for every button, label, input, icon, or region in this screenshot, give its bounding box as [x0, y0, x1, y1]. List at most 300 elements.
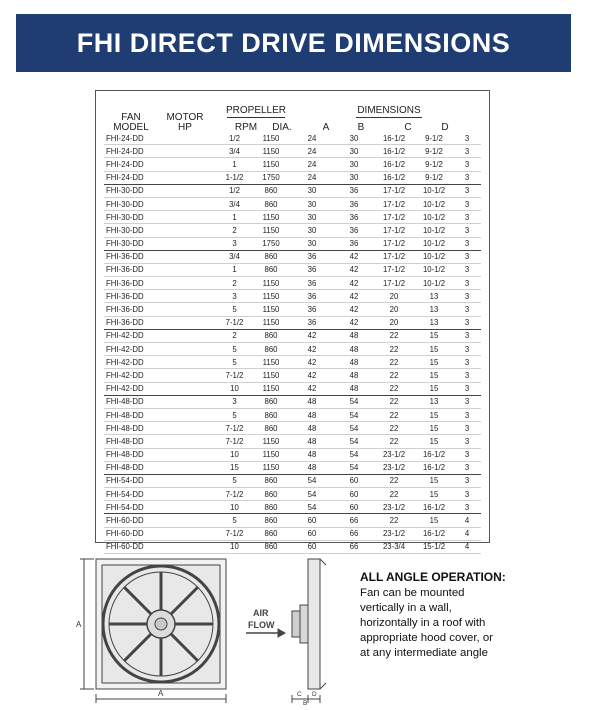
- header-b: B: [357, 122, 365, 133]
- dim-label-c: C: [297, 691, 302, 698]
- cell-c: 10-1/2: [415, 277, 453, 290]
- cell-model: FHI-30-DD: [104, 184, 158, 197]
- cell-spacer: [158, 158, 216, 171]
- table-row: [104, 184, 481, 197]
- cell-rpm: 1150: [253, 461, 289, 474]
- cell-dia: 30: [289, 197, 335, 210]
- cell-b: 22: [373, 356, 415, 369]
- cell-dia: 30: [289, 184, 335, 197]
- table-row: [104, 277, 481, 290]
- cell-dia: 30: [289, 224, 335, 237]
- cell-a: 48: [335, 329, 373, 342]
- cell-d: 3: [453, 501, 481, 514]
- cell-spacer: [158, 145, 216, 158]
- table-row: [104, 369, 481, 382]
- cell-hp: 10: [216, 540, 253, 553]
- dim-label-a-left: A: [76, 620, 82, 629]
- cell-d: 3: [453, 343, 481, 356]
- cell-dia: 48: [289, 408, 335, 421]
- cell-dia: 24: [289, 145, 335, 158]
- cell-d: 3: [453, 461, 481, 474]
- cell-a: 60: [335, 501, 373, 514]
- cell-c: 9-1/2: [415, 145, 453, 158]
- cell-d: 3: [453, 263, 481, 276]
- cell-hp: 3: [216, 395, 253, 408]
- cell-c: 15-1/2: [415, 540, 453, 553]
- cell-c: 9-1/2: [415, 132, 453, 145]
- cell-spacer: [158, 514, 216, 527]
- cell-b: 20: [373, 290, 415, 303]
- cell-rpm: 860: [253, 408, 289, 421]
- cell-b: 22: [373, 408, 415, 421]
- cell-dia: 36: [289, 316, 335, 329]
- cell-model: FHI-42-DD: [104, 329, 158, 342]
- cell-c: 10-1/2: [415, 224, 453, 237]
- cell-b: 22: [373, 329, 415, 342]
- cell-a: 42: [335, 316, 373, 329]
- cell-a: 42: [335, 250, 373, 263]
- cell-b: 23-3/4: [373, 540, 415, 553]
- table-row: [104, 474, 481, 487]
- cell-rpm: 1150: [253, 224, 289, 237]
- table-row: [104, 382, 481, 395]
- header-hp: HP: [178, 122, 192, 133]
- cell-spacer: [158, 395, 216, 408]
- cell-a: 30: [335, 158, 373, 171]
- dim-label-a-bottom: A: [158, 689, 164, 698]
- cell-a: 42: [335, 263, 373, 276]
- cell-a: 54: [335, 422, 373, 435]
- cell-b: 16-1/2: [373, 158, 415, 171]
- cell-hp: 10: [216, 382, 253, 395]
- cell-a: 36: [335, 211, 373, 224]
- cell-d: 3: [453, 132, 481, 145]
- cell-d: 3: [453, 408, 481, 421]
- header-propeller: PROPELLER: [225, 105, 287, 116]
- table-row: [104, 224, 481, 237]
- cell-b: 22: [373, 382, 415, 395]
- cell-b: 23-1/2: [373, 527, 415, 540]
- cell-a: 66: [335, 540, 373, 553]
- cell-rpm: 860: [253, 527, 289, 540]
- cell-a: 54: [335, 461, 373, 474]
- cell-rpm: 1750: [253, 171, 289, 184]
- table-row: [104, 514, 481, 527]
- cell-spacer: [158, 382, 216, 395]
- cell-dia: 42: [289, 382, 335, 395]
- header-c: C: [404, 122, 412, 133]
- table-row: [104, 527, 481, 540]
- cell-hp: 3/4: [216, 197, 253, 210]
- cell-hp: 10: [216, 448, 253, 461]
- cell-model: FHI-36-DD: [104, 316, 158, 329]
- cell-dia: 30: [289, 237, 335, 250]
- cell-c: 9-1/2: [415, 171, 453, 184]
- cell-dia: 42: [289, 343, 335, 356]
- cell-spacer: [158, 461, 216, 474]
- cell-dia: 36: [289, 263, 335, 276]
- cell-a: 54: [335, 435, 373, 448]
- cell-rpm: 860: [253, 501, 289, 514]
- cell-model: FHI-48-DD: [104, 461, 158, 474]
- cell-d: 3: [453, 303, 481, 316]
- cell-d: 3: [453, 158, 481, 171]
- cell-dia: 24: [289, 171, 335, 184]
- cell-c: 13: [415, 395, 453, 408]
- cell-hp: 5: [216, 343, 253, 356]
- cell-c: 15: [415, 329, 453, 342]
- cell-b: 17-1/2: [373, 263, 415, 276]
- cell-c: 15: [415, 474, 453, 487]
- cell-d: 3: [453, 171, 481, 184]
- cell-hp: 3: [216, 290, 253, 303]
- cell-rpm: 860: [253, 197, 289, 210]
- cell-d: 3: [453, 488, 481, 501]
- cell-hp: 5: [216, 303, 253, 316]
- table-row: [104, 145, 481, 158]
- cell-spacer: [158, 303, 216, 316]
- cell-spacer: [158, 211, 216, 224]
- cell-dia: 54: [289, 488, 335, 501]
- info-title: ALL ANGLE OPERATION:: [360, 570, 506, 584]
- cell-model: FHI-24-DD: [104, 158, 158, 171]
- cell-hp: 5: [216, 514, 253, 527]
- cell-a: 36: [335, 237, 373, 250]
- cell-dia: 48: [289, 461, 335, 474]
- cell-dia: 60: [289, 527, 335, 540]
- cell-spacer: [158, 197, 216, 210]
- cell-rpm: 1150: [253, 448, 289, 461]
- table-row: [104, 356, 481, 369]
- cell-model: FHI-36-DD: [104, 290, 158, 303]
- cell-a: 54: [335, 448, 373, 461]
- cell-spacer: [158, 290, 216, 303]
- cell-hp: 2: [216, 224, 253, 237]
- cell-rpm: 1150: [253, 382, 289, 395]
- table-row: [104, 329, 481, 342]
- cell-spacer: [158, 448, 216, 461]
- header-fan: FAN: [121, 112, 141, 123]
- cell-d: 3: [453, 395, 481, 408]
- cell-d: 3: [453, 435, 481, 448]
- table-row: [104, 158, 481, 171]
- cell-b: 17-1/2: [373, 277, 415, 290]
- header-model: MODEL: [113, 122, 149, 133]
- cell-model: FHI-48-DD: [104, 448, 158, 461]
- cell-d: 4: [453, 527, 481, 540]
- cell-b: 17-1/2: [373, 197, 415, 210]
- cell-a: 30: [335, 171, 373, 184]
- cell-a: 66: [335, 527, 373, 540]
- title-banner: [16, 14, 571, 72]
- cell-model: FHI-24-DD: [104, 171, 158, 184]
- cell-rpm: 1150: [253, 369, 289, 382]
- cell-hp: 3/4: [216, 250, 253, 263]
- cell-d: 3: [453, 290, 481, 303]
- cell-c: 16-1/2: [415, 527, 453, 540]
- cell-c: 16-1/2: [415, 448, 453, 461]
- table-row: [104, 290, 481, 303]
- header-dimensions: DIMENSIONS: [357, 105, 421, 116]
- cell-d: 3: [453, 184, 481, 197]
- info-line: at any intermediate angle: [360, 647, 488, 659]
- cell-hp: 7-1/2: [216, 369, 253, 382]
- air-flow-label-line1: AIR: [253, 608, 269, 618]
- cell-b: 22: [373, 474, 415, 487]
- cell-model: FHI-54-DD: [104, 474, 158, 487]
- cell-dia: 54: [289, 474, 335, 487]
- cell-a: 60: [335, 488, 373, 501]
- cell-model: FHI-30-DD: [104, 237, 158, 250]
- cell-rpm: 860: [253, 250, 289, 263]
- cell-rpm: 1150: [253, 132, 289, 145]
- info-line: vertically in a wall,: [360, 602, 452, 614]
- cell-spacer: [158, 343, 216, 356]
- cell-model: FHI-30-DD: [104, 211, 158, 224]
- cell-rpm: 860: [253, 422, 289, 435]
- cell-model: FHI-42-DD: [104, 382, 158, 395]
- cell-rpm: 860: [253, 184, 289, 197]
- air-flow-arrow: [246, 629, 285, 637]
- cell-rpm: 860: [253, 540, 289, 553]
- cell-spacer: [158, 422, 216, 435]
- cell-hp: 10: [216, 501, 253, 514]
- cell-spacer: [158, 488, 216, 501]
- cell-b: 20: [373, 303, 415, 316]
- cell-rpm: 860: [253, 474, 289, 487]
- cell-a: 42: [335, 303, 373, 316]
- cell-b: 22: [373, 488, 415, 501]
- cell-c: 10-1/2: [415, 197, 453, 210]
- cell-rpm: 1150: [253, 356, 289, 369]
- table-row: [104, 211, 481, 224]
- dimensions-group-line: [356, 117, 422, 118]
- fan-dimension-diagram: [70, 545, 355, 710]
- cell-c: 15: [415, 343, 453, 356]
- cell-c: 9-1/2: [415, 158, 453, 171]
- cell-model: FHI-42-DD: [104, 343, 158, 356]
- cell-rpm: 860: [253, 343, 289, 356]
- table-row: [104, 395, 481, 408]
- cell-spacer: [158, 527, 216, 540]
- header-rpm: RPM: [234, 122, 258, 133]
- cell-d: 3: [453, 211, 481, 224]
- cell-d: 3: [453, 224, 481, 237]
- cell-a: 36: [335, 197, 373, 210]
- cell-dia: 36: [289, 303, 335, 316]
- cell-b: 23-1/2: [373, 461, 415, 474]
- table-row: [104, 303, 481, 316]
- cell-d: 3: [453, 369, 481, 382]
- info-line: horizontally in a roof with: [360, 617, 486, 629]
- dim-label-b: B: [303, 700, 308, 705]
- cell-c: 10-1/2: [415, 250, 453, 263]
- cell-b: 17-1/2: [373, 237, 415, 250]
- cell-c: 15: [415, 408, 453, 421]
- cell-d: 3: [453, 422, 481, 435]
- dim-label-d: D: [312, 691, 317, 698]
- cell-model: FHI-48-DD: [104, 395, 158, 408]
- cell-hp: 7-1/2: [216, 488, 253, 501]
- info-line: Fan can be mounted: [360, 587, 465, 599]
- cell-rpm: 1150: [253, 158, 289, 171]
- cell-d: 3: [453, 145, 481, 158]
- cell-dia: 36: [289, 250, 335, 263]
- cell-b: 16-1/2: [373, 171, 415, 184]
- cell-model: FHI-36-DD: [104, 263, 158, 276]
- cell-hp: 1/2: [216, 132, 253, 145]
- cell-dia: 24: [289, 132, 335, 145]
- cell-dia: 42: [289, 356, 335, 369]
- cell-c: 15: [415, 422, 453, 435]
- cell-rpm: 860: [253, 488, 289, 501]
- cell-hp: 7-1/2: [216, 422, 253, 435]
- table-row: [104, 435, 481, 448]
- cell-c: 10-1/2: [415, 237, 453, 250]
- cell-d: 3: [453, 474, 481, 487]
- cell-dia: 48: [289, 422, 335, 435]
- cell-hp: 15: [216, 461, 253, 474]
- cell-hp: 5: [216, 356, 253, 369]
- cell-a: 60: [335, 474, 373, 487]
- cell-d: 3: [453, 277, 481, 290]
- cell-spacer: [158, 408, 216, 421]
- side-view: [292, 559, 326, 703]
- cell-c: 10-1/2: [415, 184, 453, 197]
- cell-rpm: 860: [253, 329, 289, 342]
- cell-dia: 60: [289, 514, 335, 527]
- cell-hp: 2: [216, 329, 253, 342]
- cell-spacer: [158, 263, 216, 276]
- cell-spacer: [158, 132, 216, 145]
- cell-dia: 36: [289, 290, 335, 303]
- cell-rpm: 1150: [253, 277, 289, 290]
- cell-c: 13: [415, 290, 453, 303]
- cell-hp: 7-1/2: [216, 316, 253, 329]
- cell-rpm: 1150: [253, 435, 289, 448]
- cell-model: FHI-24-DD: [104, 132, 158, 145]
- front-view: [80, 559, 226, 703]
- all-angle-info: [360, 570, 590, 661]
- cell-c: 15: [415, 369, 453, 382]
- cell-b: 16-1/2: [373, 132, 415, 145]
- cell-spacer: [158, 237, 216, 250]
- cell-rpm: 1150: [253, 211, 289, 224]
- table-row: [104, 250, 481, 263]
- cell-c: 15: [415, 488, 453, 501]
- cell-dia: 24: [289, 158, 335, 171]
- cell-b: 22: [373, 422, 415, 435]
- cell-a: 48: [335, 356, 373, 369]
- cell-a: 48: [335, 382, 373, 395]
- table-row: [104, 422, 481, 435]
- header-a: A: [322, 122, 330, 133]
- cell-c: 16-1/2: [415, 461, 453, 474]
- cell-hp: 1: [216, 211, 253, 224]
- cell-rpm: 1150: [253, 145, 289, 158]
- cell-dia: 42: [289, 329, 335, 342]
- cell-spacer: [158, 435, 216, 448]
- cell-dia: 42: [289, 369, 335, 382]
- cell-d: 4: [453, 540, 481, 553]
- cell-d: 3: [453, 356, 481, 369]
- cell-model: FHI-60-DD: [104, 514, 158, 527]
- cell-b: 22: [373, 435, 415, 448]
- cell-b: 17-1/2: [373, 184, 415, 197]
- cell-spacer: [158, 224, 216, 237]
- cell-model: FHI-42-DD: [104, 356, 158, 369]
- cell-spacer: [158, 369, 216, 382]
- table-row: [104, 488, 481, 501]
- cell-d: 3: [453, 237, 481, 250]
- cell-d: 3: [453, 250, 481, 263]
- cell-dia: 54: [289, 501, 335, 514]
- propeller-group-line: [227, 117, 285, 118]
- cell-a: 54: [335, 408, 373, 421]
- cell-b: 22: [373, 343, 415, 356]
- cell-a: 42: [335, 277, 373, 290]
- cell-hp: 1: [216, 158, 253, 171]
- cell-rpm: 1750: [253, 237, 289, 250]
- cell-dia: 36: [289, 277, 335, 290]
- cell-c: 13: [415, 303, 453, 316]
- table-row: [104, 132, 481, 145]
- cell-c: 10-1/2: [415, 211, 453, 224]
- table-row: [104, 408, 481, 421]
- dimensions-table: [104, 132, 481, 554]
- cell-a: 36: [335, 184, 373, 197]
- air-flow-label-line2: FLOW: [248, 620, 275, 630]
- cell-b: 23-1/2: [373, 501, 415, 514]
- info-body: [360, 586, 590, 661]
- cell-a: 54: [335, 395, 373, 408]
- cell-a: 48: [335, 369, 373, 382]
- cell-model: FHI-48-DD: [104, 408, 158, 421]
- table-row: [104, 197, 481, 210]
- cell-c: 15: [415, 382, 453, 395]
- cell-spacer: [158, 501, 216, 514]
- cell-b: 20: [373, 316, 415, 329]
- cell-model: FHI-48-DD: [104, 422, 158, 435]
- cell-rpm: 860: [253, 395, 289, 408]
- table-row: [104, 263, 481, 276]
- fan-drawing: [70, 545, 355, 705]
- cell-model: FHI-48-DD: [104, 435, 158, 448]
- cell-b: 22: [373, 395, 415, 408]
- cell-d: 3: [453, 448, 481, 461]
- cell-model: FHI-36-DD: [104, 277, 158, 290]
- page-title: FHI DIRECT DRIVE DIMENSIONS: [76, 27, 511, 58]
- cell-c: 15: [415, 435, 453, 448]
- cell-spacer: [158, 329, 216, 342]
- cell-model: FHI-54-DD: [104, 501, 158, 514]
- cell-dia: 48: [289, 395, 335, 408]
- cell-b: 23-1/2: [373, 448, 415, 461]
- cell-hp: 3: [216, 237, 253, 250]
- cell-d: 3: [453, 197, 481, 210]
- header-dia: DIA.: [272, 122, 292, 133]
- header-motor: MOTOR: [166, 112, 204, 123]
- cell-d: 3: [453, 382, 481, 395]
- table-row: [104, 237, 481, 250]
- cell-model: FHI-24-DD: [104, 145, 158, 158]
- cell-spacer: [158, 474, 216, 487]
- cell-b: 17-1/2: [373, 224, 415, 237]
- cell-b: 22: [373, 514, 415, 527]
- cell-c: 13: [415, 316, 453, 329]
- cell-d: 3: [453, 316, 481, 329]
- cell-d: 4: [453, 514, 481, 527]
